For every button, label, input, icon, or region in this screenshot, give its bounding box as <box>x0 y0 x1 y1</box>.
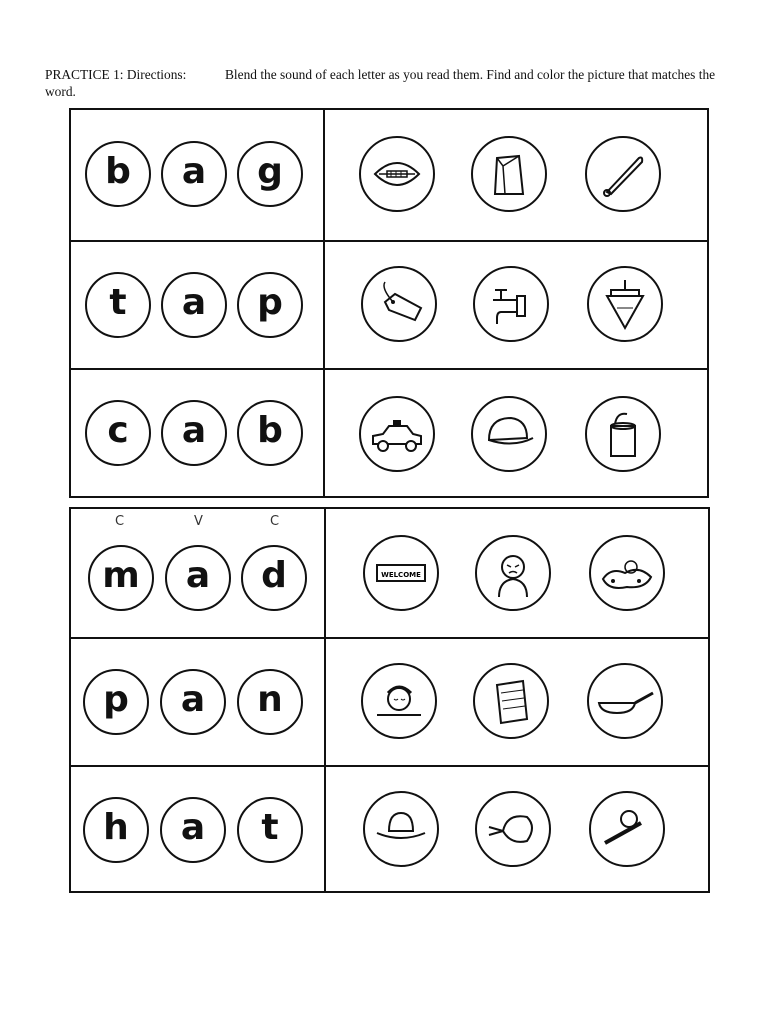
word-table-2 <box>69 507 710 893</box>
tin-can-icon[interactable] <box>585 396 661 472</box>
word-row-cab <box>71 368 707 496</box>
notepad-icon[interactable] <box>473 663 549 739</box>
letter-circle: p <box>83 669 149 735</box>
word-table-1 <box>69 108 709 498</box>
cvc-label-consonant: C <box>270 514 280 529</box>
directions-label: PRACTICE 1: Directions: <box>45 67 187 82</box>
letter-circle: t <box>85 272 151 338</box>
paper-bag-icon[interactable] <box>471 136 547 212</box>
letter-circle: t <box>237 797 303 863</box>
letter-circle: a <box>161 141 227 207</box>
word-row-mad <box>71 509 708 637</box>
letter-circle: c <box>85 400 151 466</box>
frying-pan-icon[interactable] <box>587 663 663 739</box>
ham-icon[interactable] <box>475 791 551 867</box>
letter-circle: b <box>85 141 151 207</box>
sleeping-girl-nap-icon[interactable] <box>361 663 437 739</box>
letter-circle: h <box>83 797 149 863</box>
angry-boy-icon[interactable] <box>475 535 551 611</box>
letter-circle: a <box>165 545 231 611</box>
mud-puddle-icon[interactable] <box>589 535 665 611</box>
directions-text: Blend the sound of each letter as you read them. Find and color the picture that matches the word. <box>45 67 716 99</box>
hat-icon[interactable] <box>363 791 439 867</box>
directions <box>45 66 735 100</box>
lips-icon[interactable] <box>359 136 435 212</box>
letter-circle: p <box>237 272 303 338</box>
word-row-tap <box>71 240 707 368</box>
letter-circle: g <box>237 141 303 207</box>
word-row-bag <box>71 110 707 240</box>
letter-circle: b <box>237 400 303 466</box>
cvc-label-consonant: C <box>115 514 125 529</box>
cvc-label-vowel: V <box>194 514 203 529</box>
letter-circle: d <box>241 545 307 611</box>
letter-circle: a <box>161 400 227 466</box>
letter-circle: a <box>160 797 226 863</box>
letter-circle: a <box>160 669 226 735</box>
baseball-cap-icon[interactable] <box>471 396 547 472</box>
welcome-mat-icon[interactable] <box>363 535 439 611</box>
letter-circle: n <box>237 669 303 735</box>
word-row-hat <box>71 765 708 891</box>
taxi-cab-icon[interactable] <box>359 396 435 472</box>
letter-circle: m <box>88 545 154 611</box>
word-row-pan <box>71 637 708 765</box>
water-tap-icon[interactable] <box>473 266 549 342</box>
letter-circle: a <box>161 272 227 338</box>
baseball-bat-icon[interactable] <box>585 136 661 212</box>
bat-hitting-ball-icon[interactable] <box>589 791 665 867</box>
spinning-top-icon[interactable] <box>587 266 663 342</box>
price-tag-icon[interactable] <box>361 266 437 342</box>
doormat-text: WELCOME <box>381 571 421 579</box>
